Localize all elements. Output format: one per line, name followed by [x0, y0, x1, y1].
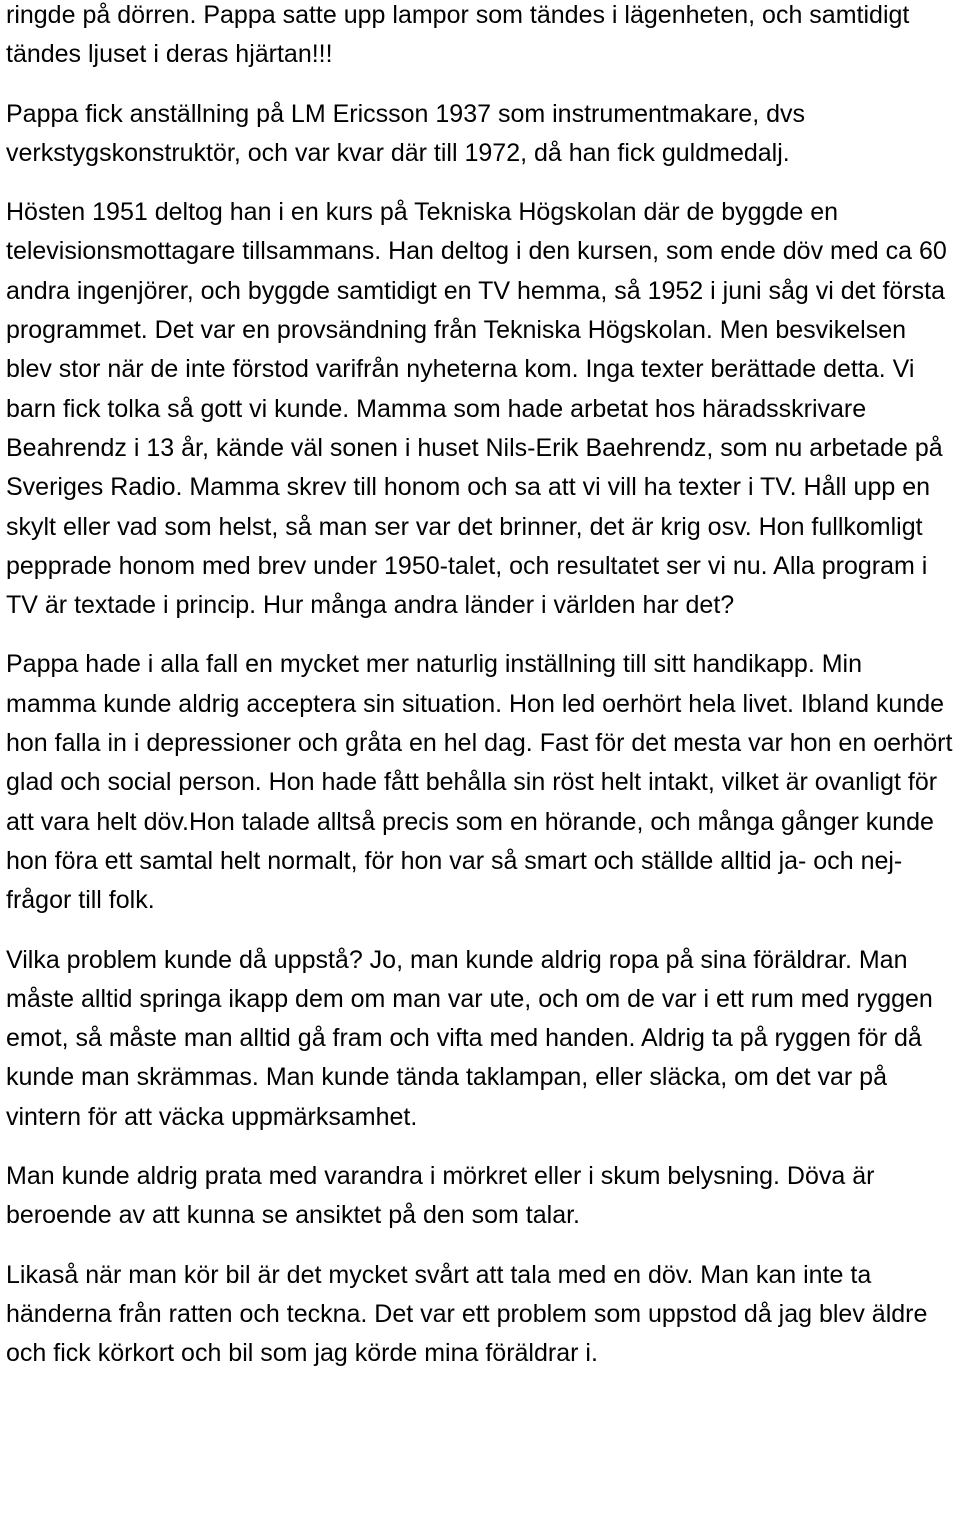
paragraph-1: ringde på dörren. Pappa satte upp lampor som tändes i lägenheten, och samtidigt tändes ljuset i deras hjärtan!!! [6, 1, 910, 69]
paragraph-gap [6, 921, 956, 941]
paragraph-6: Man kunde aldrig prata med varandra i mörkret eller i skum belysning. Döva är beroende av att kunna se ansiktet på den som talar. [6, 1162, 875, 1230]
paragraph-gap [6, 173, 956, 193]
paragraph-gap [6, 1137, 956, 1157]
paragraph-4: Pappa hade i alla fall en mycket mer naturlig inställning till sitt handikapp. Min mamma kunde aldrig acceptera sin situation. Hon led oerhört hela livet. Ibland kunde hon falla in i depressioner och gråta en hel dag. Fast för det mesta var hon en oerhört glad och social person. Hon hade fått behålla sin röst helt intakt, vilket är ovanligt för att vara helt döv.Hon talade alltså precis som en hörande, och många gånger kunde hon föra ett samtal helt normalt, för hon var så smart och ställde alltid ja- och nej-frågor till folk. [6, 650, 953, 915]
paragraph-gap [6, 75, 956, 95]
paragraph-5: Vilka problem kunde då uppstå? Jo, man kunde aldrig ropa på sina föräldrar. Man måste alltid springa ikapp dem om man var ute, och om de var i ett rum med ryggen emot, så måste man alltid gå fram och vifta med handen. Aldrig ta på ryggen för då kunde man skrämmas. Man kunde tända taklampan, eller släcka, om det var på vintern för att väcka uppmärksamhet. [6, 945, 933, 1131]
paragraph-2: Pappa fick anställning på LM Ericsson 1937 som instrumentmakare, dvs verkstygskonstruktör, och var kvar där till 1972, då han fick guldmedalj. [6, 99, 805, 167]
paragraph-7: Likaså när man kör bil är det mycket svårt att tala med en döv. Man kan inte ta händerna från ratten och teckna. Det var ett problem som uppstod då jag blev äldre och fick körkort och bil som jag körde mina föräldrar i. [6, 1260, 928, 1368]
paragraph-3: Hösten 1951 deltog han i en kurs på Tekniska Högskolan där de byggde en televisionsmottagare tillsammans. Han deltog i den kursen, som ende döv med ca 60 andra ingenjörer, och byggde samtidigt en TV hemma, så 1952 i juni såg vi det första programmet. Det var en provsändning från Tekniska Högskolan. Men besvikelsen blev stor när de inte förstod varifrån nyheterna kom. Inga texter berättade detta. Vi barn fick tolka så gott vi kunde. Mamma som hade arbetat hos häradsskrivare Beahrendz i 13 år, kände väl sonen i huset Nils-Erik Baehrendz, som nu arbetade på Sveriges Radio. Mamma skrev till honom och sa att vi vill ha texter i TV. Håll upp en skylt eller vad som helst, så man ser var det brinner, det är krig osv. Hon fullkomligt pepprade honom med brev under 1950-talet, och resultatet ser vi nu. Alla program i TV är textade i princip. Hur många andra länder i världen har det? [6, 198, 947, 620]
paragraph-gap [6, 1236, 956, 1256]
paragraph-gap [6, 625, 956, 645]
